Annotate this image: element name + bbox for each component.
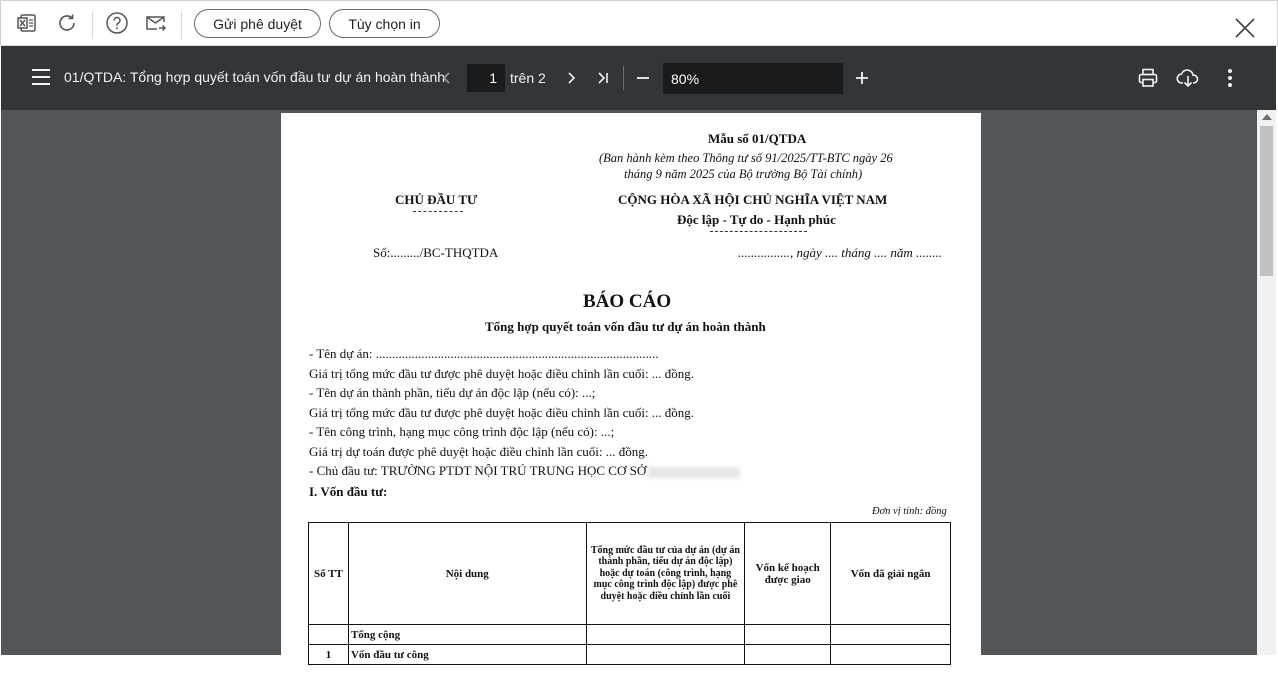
estimate-line: Giá trị dự toán được phê duyệt hoặc điều chỉnh lần cuối: ... đồng. (309, 444, 649, 459)
document-title: 01/QTDA: Tổng hợp quyết toán vốn đầu tư dự án hoàn thành (64, 69, 446, 85)
app-toolbar (0, 0, 1278, 46)
refresh-icon[interactable] (55, 11, 79, 35)
menu-icon[interactable] (31, 68, 51, 88)
row-content: Vốn đầu tư công (348, 645, 586, 665)
row-cell (745, 625, 831, 645)
row-stt: 1 (309, 645, 349, 665)
row-content: Tổng cộng (348, 625, 586, 645)
header-disbursed: Vốn đã giải ngân (831, 523, 951, 625)
more-options-icon[interactable] (1218, 66, 1242, 90)
subproject-investment-line: Giá trị tổng mức đầu tư được phê duyệt hoặc điều chỉnh lần cuối: ... đồng. (309, 405, 695, 420)
send-approval-button[interactable]: Gửi phê duyệt (194, 9, 321, 38)
toolbar-divider (92, 11, 93, 39)
print-icon[interactable] (1136, 66, 1160, 90)
work-item-line: - Tên công trình, hạng mục công trình độc lập (nếu có): ...; (309, 424, 615, 439)
page-total: trên 2 (510, 70, 546, 86)
previous-page-icon[interactable] (435, 66, 459, 90)
viewer-divider (623, 66, 624, 90)
toolbar-divider (181, 11, 182, 39)
help-icon[interactable] (105, 11, 129, 35)
nation-motto: Độc lập - Tự do - Hạnh phúc (677, 212, 836, 227)
issued-note-line-2: tháng 9 năm 2025 của Bộ trưởng Bộ Tài chính) (624, 167, 863, 181)
zoom-input[interactable] (663, 63, 843, 94)
investor-heading: CHỦ ĐẦU TƯ (395, 192, 478, 207)
unit-note: Đơn vị tính: đồng (872, 506, 947, 517)
scroll-up-arrow-icon[interactable] (1262, 114, 1272, 120)
last-page-icon[interactable] (591, 66, 615, 90)
header-content: Nội dung (348, 523, 586, 625)
row-cell (586, 625, 745, 645)
total-investment-line: Giá trị tổng mức đầu tư được phê duyệt hoặc điều chỉnh lần cuối: ... đồng. (309, 366, 695, 381)
mail-send-icon[interactable] (144, 11, 168, 35)
table-header-row (309, 523, 951, 625)
motto-underline (710, 231, 807, 232)
page-number-input[interactable] (467, 64, 505, 92)
excel-icon[interactable] (15, 11, 39, 35)
section-heading: I. Vốn đầu tư: (309, 484, 388, 499)
report-title: BÁO CÁO (583, 291, 672, 312)
report-subtitle: Tổng hợp quyết toán vốn đầu tư dự án hoàn thành (485, 319, 766, 334)
investor-underline (413, 211, 463, 212)
pdf-viewer (1, 46, 1276, 661)
zoom-out-icon[interactable] (631, 66, 655, 90)
download-icon[interactable] (1176, 66, 1200, 90)
viewer-toolbar (1, 46, 1276, 110)
subproject-line: - Tên dự án thành phần, tiểu dự án độc lập (nếu có): ...; (309, 385, 596, 400)
header-planned-capital: Vốn kế hoạch được giao (745, 523, 831, 625)
close-icon[interactable] (1233, 16, 1257, 40)
document-number: Số:........./BC-THQTDA (373, 245, 499, 260)
table-row (309, 625, 951, 645)
issued-note-line-1: (Ban hành kèm theo Thông tư số 91/2025/TT-BTC ngày 26 (599, 151, 893, 165)
header-total-investment: Tổng mức đầu tư của dự án (dự án thành phần, tiểu dự án độc lập) hoặc dự toán (công trình, hạng mục công trình độc lập) được phê duyệt hoặc điều chỉnh lần cuối (586, 523, 745, 625)
vertical-scrollbar[interactable] (1257, 110, 1276, 655)
investment-table (308, 522, 951, 665)
row-cell (831, 625, 951, 645)
print-options-button[interactable]: Tùy chọn in (329, 9, 440, 38)
investor-line: - Chủ đầu tư: TRƯỜNG PTDT NỘI TRÚ TRUNG HỌC CƠ SỞ (309, 463, 740, 479)
header-stt: Số TT (309, 523, 349, 625)
date-line: ................, ngày .... tháng .... năm ........ (738, 245, 943, 260)
redacted-text (648, 467, 740, 478)
nation-title: CỘNG HÒA XÃ HỘI CHỦ NGHĨA VIỆT NAM (618, 192, 888, 207)
scroll-thumb[interactable] (1260, 126, 1273, 276)
row-stt (309, 625, 349, 645)
pdf-page (281, 113, 981, 673)
zoom-in-icon[interactable] (850, 66, 874, 90)
project-name-line: - Tên dự án: ....................................................................................... (309, 346, 659, 361)
next-page-icon[interactable] (559, 66, 583, 90)
form-number: Mẫu số 01/QTDA (708, 131, 807, 146)
